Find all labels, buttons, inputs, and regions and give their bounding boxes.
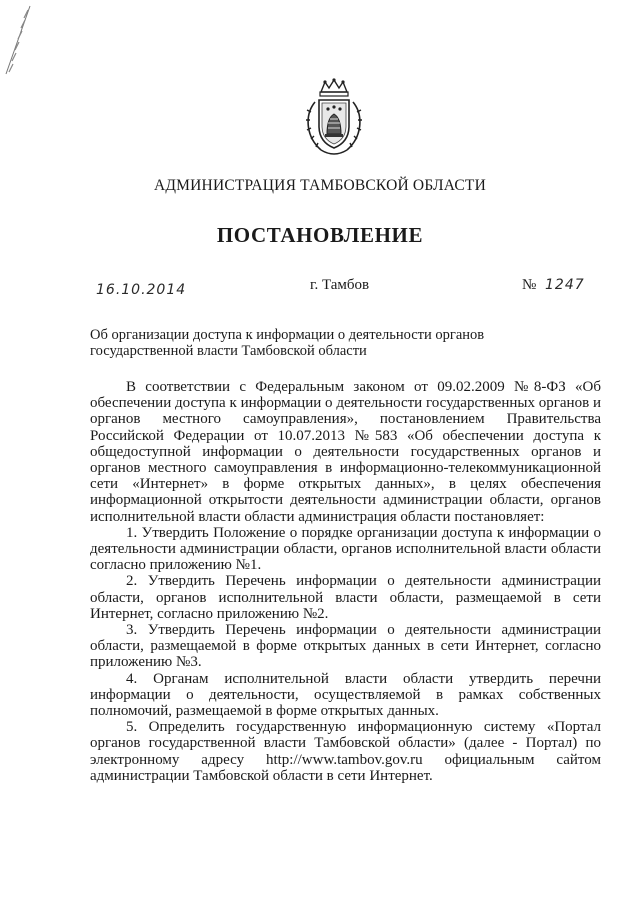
document-type-heading: ПОСТАНОВЛЕНИЕ bbox=[216, 223, 424, 247]
list-item: 1. Утвердить Положение о порядке организации доступа к информации о деятельности администрации области, органов исполнительной власти области согласно приложению №1. bbox=[90, 524, 601, 574]
document-title: Об организации доступа к информации о деятельности органов государственной власти Тамбовской области bbox=[90, 327, 485, 359]
organization-name: АДМИНИСТРАЦИЯ ТАМБОВСКОЙ ОБЛАСТИ bbox=[154, 177, 486, 194]
list-item: 5. Определить государственную информационную систему «Портал органов государственной власти Тамбовской области» (далее - Портал) по электронному адресу http://www.tambov.gov.ru официальным сайтом администрации Тамбовской области в сети Интернет. bbox=[90, 719, 601, 784]
list-item: 2. Утвердить Перечень информации о деятельности администрации области, органов исполнительной власти области, размещаемой в сети Интернет, согласно приложению №2. bbox=[90, 573, 601, 622]
handwritten-date: 16.10.2014 bbox=[96, 282, 187, 298]
intro-paragraph: В соответствии с Федеральным законом от 09.02.2009 №8-ФЗ «Об обеспечении доступа к информации о деятельности государственных органов и органов местного самоуправления», постановлением Правительства Российской Федерации от 10.07.2013 №583 «Об обеспечении доступа к общедоступной информации о деятельности государственных органов и органов местного самоуправления в информационно-телекоммуникационной сети «Интернет» в форме открытых данных», в целях обеспечения информационной открытости деятельности администрации области, органов исполнительной власти области администрация области постановляет: bbox=[90, 379, 601, 525]
list-item: 4. Органам исполнительной власти области утвердить перечни информации о деятельности, осуществляемой в рамках собственных полномочий, размещаемой в форме открытых данных. bbox=[90, 670, 601, 720]
list-item: 3. Утвердить Перечень информации о деятельности администрации области, размещаемой в форме открытых данных в сети Интернет, согласно приложению №3. bbox=[90, 622, 601, 671]
handwritten-number: 1247 bbox=[545, 277, 585, 293]
scan-artifact-mark bbox=[2, 4, 34, 76]
tambov-coat-of-arms-icon bbox=[301, 78, 367, 160]
city-label: г. Тамбов bbox=[310, 277, 370, 293]
number-label: № bbox=[522, 277, 537, 293]
document-body bbox=[90, 379, 601, 784]
